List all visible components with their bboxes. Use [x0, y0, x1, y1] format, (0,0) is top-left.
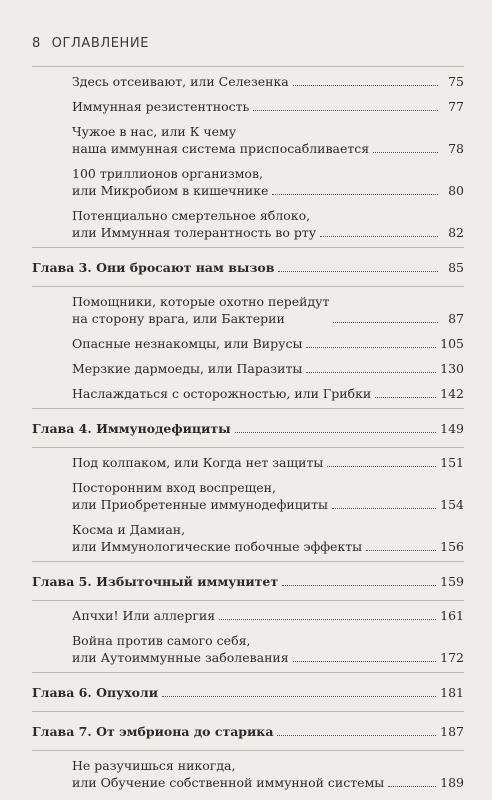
- dot-leader: [219, 619, 436, 620]
- table-of-contents: [32, 66, 464, 797]
- entry-title-line: Апчхи! Или аллергия: [72, 608, 216, 623]
- page-ref: 85: [448, 260, 464, 275]
- toc-chapter-entry[interactable]: [32, 723, 464, 740]
- chapter-heading: [32, 248, 464, 286]
- entry-title-line: Война против самого себя,: [72, 633, 251, 648]
- entry-title: [72, 73, 289, 90]
- dot-leader: [373, 152, 438, 153]
- page-ref: 156: [440, 539, 464, 554]
- page-ref: 78: [448, 141, 464, 156]
- toc-entry[interactable]: [32, 207, 464, 241]
- chapter-title-text: Глава 3. Они бросают нам вызов: [32, 260, 275, 275]
- entry-title: [72, 98, 249, 115]
- dot-leader: [332, 508, 436, 509]
- page-ref: 181: [440, 685, 464, 700]
- chapter-title: [32, 259, 274, 276]
- chapter-heading: [32, 712, 464, 750]
- chapter-entries: [32, 287, 464, 408]
- chapter-heading: [32, 673, 464, 711]
- entry-title-line: Опасные незнакомцы, или Вирусы: [72, 336, 303, 351]
- page-ref: 105: [440, 336, 464, 351]
- entry-title: [72, 632, 289, 666]
- entry-title-line: на сторону врага, или Бактерии: [72, 311, 285, 326]
- chapter-title-text: Глава 4. Иммунодефициты: [32, 421, 231, 436]
- entry-title: [72, 757, 384, 791]
- entry-title-line: Косма и Дамиан,: [72, 522, 186, 537]
- page-ref: 189: [440, 775, 464, 790]
- dot-leader: [333, 322, 438, 323]
- chapter-heading: [32, 562, 464, 600]
- dot-leader: [366, 550, 436, 551]
- page-ref: 142: [440, 386, 464, 401]
- entry-title: [72, 607, 215, 624]
- dot-leader: [320, 236, 438, 237]
- entry-title-line: Чужое в нас, или К чему: [72, 124, 237, 139]
- chapter-title: [32, 420, 231, 437]
- dot-leader: [278, 271, 438, 272]
- toc-chapter-entry[interactable]: [32, 573, 464, 590]
- chapter-entries: [32, 601, 464, 672]
- dot-leader: [272, 194, 438, 195]
- intro-entries: [32, 67, 464, 247]
- dot-leader: [293, 661, 436, 662]
- toc-entry[interactable]: [32, 360, 464, 377]
- entry-title-line: или Обучение собственной иммунной системы: [72, 775, 385, 790]
- toc-entry[interactable]: [32, 98, 464, 115]
- toc-entry[interactable]: [32, 632, 464, 666]
- entry-title-line: Наслаждаться с осторожностью, или Грибки: [72, 386, 372, 401]
- entry-title: [72, 293, 329, 327]
- dot-leader: [235, 432, 436, 433]
- dot-leader: [277, 735, 436, 736]
- entry-title-line: или Аутоиммунные заболевания: [72, 650, 289, 665]
- page-ref: 151: [440, 455, 464, 470]
- dot-leader: [375, 397, 436, 398]
- page-ref: 130: [440, 361, 464, 376]
- entry-title-line: или Иммунологические побочные эффекты: [72, 539, 363, 554]
- running-title: ОГЛАВЛЕНИЕ: [51, 36, 150, 51]
- chapter-title-text: Глава 6. Опухоли: [32, 685, 158, 700]
- chapter-title: [32, 723, 273, 740]
- entry-title-line: 100 триллионов организмов,: [72, 166, 263, 181]
- entry-title: [72, 335, 302, 352]
- toc-entry[interactable]: [32, 757, 464, 791]
- entry-title-line: Под колпаком, или Когда нет защиты: [72, 455, 324, 470]
- dot-leader: [306, 372, 436, 373]
- toc-entry[interactable]: [32, 521, 464, 555]
- dot-leader: [162, 696, 436, 697]
- chapter-title: [32, 684, 158, 701]
- dot-leader: [253, 110, 438, 111]
- page-ref: 80: [448, 183, 464, 198]
- page-ref: 149: [440, 421, 464, 436]
- entry-title-line: или Иммунная толерантность во рту: [72, 225, 317, 240]
- entry-title-line: Посторонним вход воспрещен,: [72, 480, 276, 495]
- dot-leader: [327, 466, 436, 467]
- toc-chapter-entry[interactable]: [32, 684, 464, 701]
- chapter-entries: [32, 448, 464, 561]
- page-ref: 77: [448, 99, 464, 114]
- entry-title: [72, 207, 316, 241]
- toc-entry[interactable]: [32, 454, 464, 471]
- chapter-list: [32, 247, 464, 797]
- chapter-title: [32, 573, 278, 590]
- entry-title-line: Здесь отсеивают, или Селезенка: [72, 74, 289, 89]
- entry-title-line: Не разучишься никогда,: [72, 758, 236, 773]
- page-ref: 82: [448, 225, 464, 240]
- page-ref: 172: [440, 650, 464, 665]
- toc-entry[interactable]: [32, 165, 464, 199]
- page-ref: 154: [440, 497, 464, 512]
- entry-title: [72, 385, 371, 402]
- running-head: [32, 36, 149, 51]
- entry-title-line: или Приобретенные иммунодефициты: [72, 497, 328, 512]
- entry-title-line: Мерзкие дармоеды, или Паразиты: [72, 361, 303, 376]
- page-ref: 159: [440, 574, 464, 589]
- entry-title: [72, 479, 328, 513]
- page-ref: 87: [448, 311, 464, 326]
- toc-chapter-entry[interactable]: [32, 259, 464, 276]
- page-ref: 161: [440, 608, 464, 623]
- dot-leader: [293, 85, 438, 86]
- entry-title-line: Иммунная резистентность: [72, 99, 250, 114]
- toc-entry[interactable]: [32, 123, 464, 157]
- toc-entry[interactable]: [32, 335, 464, 352]
- entry-title-line: Помощники, которые охотно перейдут: [72, 294, 330, 309]
- toc-chapter-entry[interactable]: [32, 420, 464, 437]
- toc-entry[interactable]: [32, 479, 464, 513]
- chapter-title-text: Глава 7. От эмбриона до старика: [32, 724, 274, 739]
- entry-title-line: наша иммунная система приспосабливается: [72, 141, 370, 156]
- entry-title: [72, 454, 323, 471]
- entry-title-line: Потенциально смертельное яблоко,: [72, 208, 311, 223]
- dot-leader: [388, 786, 436, 787]
- chapter-heading: [32, 409, 464, 447]
- entry-title: [72, 123, 369, 157]
- page-number: 8: [32, 36, 41, 51]
- page-ref: 187: [440, 724, 464, 739]
- toc-entry[interactable]: [32, 385, 464, 402]
- entry-title: [72, 521, 362, 555]
- dot-leader: [306, 347, 436, 348]
- chapter-entries: [32, 751, 464, 797]
- entry-title: [72, 360, 302, 377]
- dot-leader: [282, 585, 436, 586]
- toc-entry[interactable]: [32, 607, 464, 624]
- entry-title-line: или Микробиом в кишечнике: [72, 183, 269, 198]
- chapter-title-text: Глава 5. Избыточный иммунитет: [32, 574, 279, 589]
- toc-entry[interactable]: [32, 293, 464, 327]
- entry-title: [72, 165, 268, 199]
- toc-entry[interactable]: [32, 73, 464, 90]
- page-ref: 75: [448, 74, 464, 89]
